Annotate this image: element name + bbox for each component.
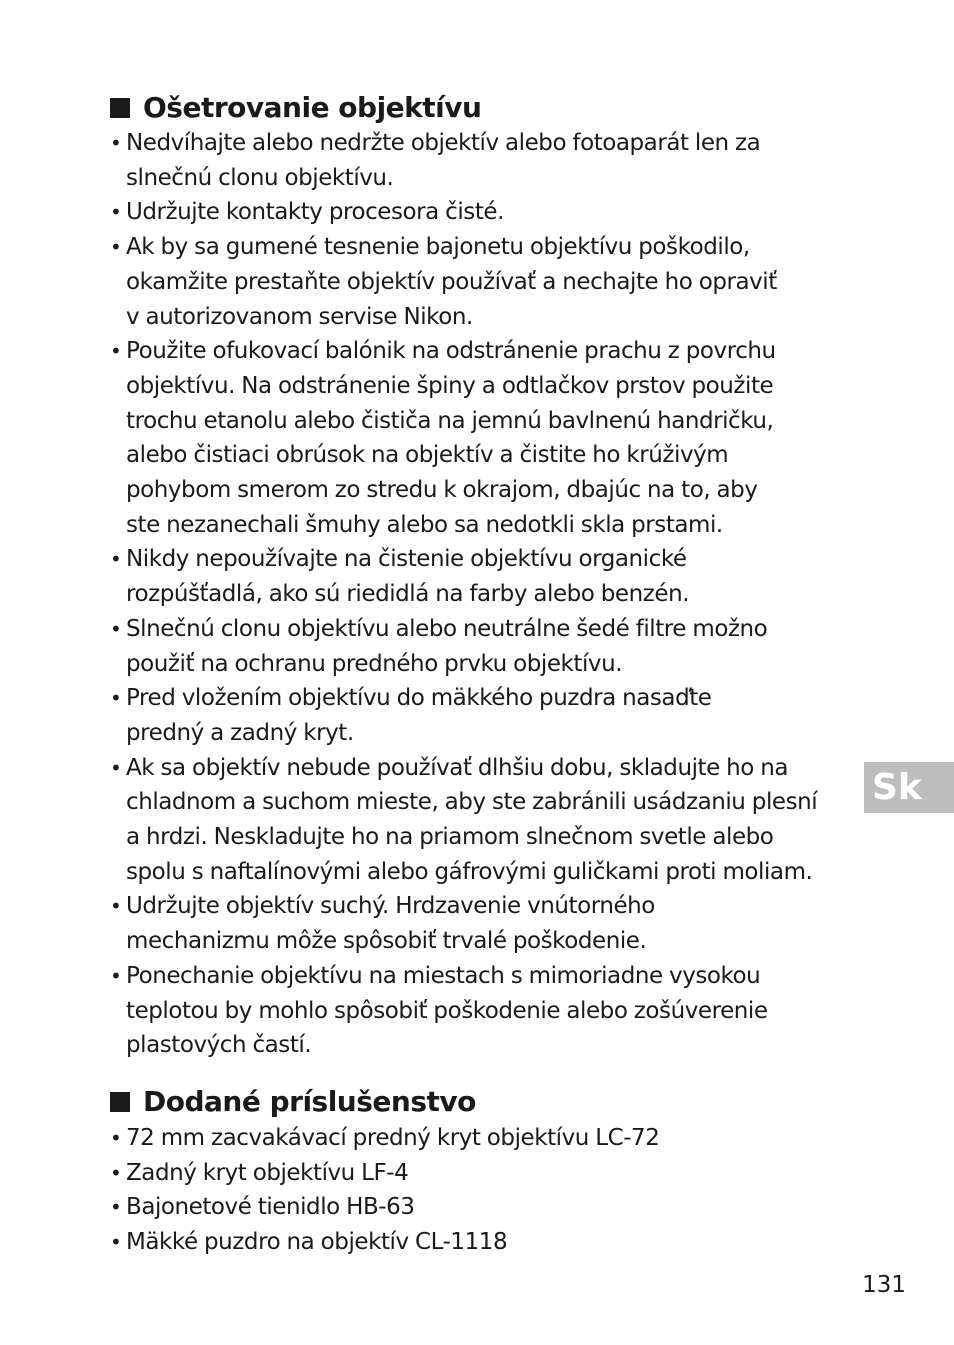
- list-item-line: Nikdy nepoužívajte na čistenie objektívu organické: [126, 546, 687, 573]
- list-item: [110, 334, 850, 542]
- list-item-line: predný a zadný kryt.: [126, 719, 354, 746]
- section-heading-lens-care: [110, 90, 850, 126]
- bullet-icon: •: [110, 1195, 122, 1220]
- list-item: [110, 612, 850, 681]
- bullet-icon: •: [110, 1230, 122, 1255]
- list-item-line: Ponechanie objektívu na miestach s mimoriadne vysokou: [126, 962, 761, 989]
- list-item: [110, 959, 850, 1063]
- list-item-line: mechanizmu môže spôsobiť trvalé poškodenie.: [126, 928, 647, 955]
- list-item-line: ste nezanechali šmuhy alebo sa nedotkli skla prstami.: [126, 511, 723, 538]
- section-supplied-accessories: [110, 1084, 850, 1260]
- list-item-line: alebo čistiaci obrúsok na objektív a čistite ho krúživým: [126, 442, 729, 469]
- list-item-line: objektívu. Na odstránenie špiny a odtlačkov prstov použite: [126, 372, 774, 399]
- list-item-line: Slnečnú clonu objektívu alebo neutrálne šedé filtre možno: [126, 615, 768, 642]
- list-item: [110, 751, 850, 890]
- list-item: [110, 1190, 850, 1225]
- bullet-icon: •: [110, 755, 122, 780]
- list-item-line: pohybom smerom zo stredu k okrajom, dbajúc na to, aby: [126, 477, 758, 504]
- section-heading-accessories: [110, 1084, 850, 1120]
- language-tab: Sk: [864, 762, 954, 813]
- list-item-line: v autorizovanom servise Nikon.: [126, 303, 473, 330]
- bullet-icon: •: [110, 235, 122, 260]
- list-item: [110, 1156, 850, 1191]
- list-item-line: chladnom a suchom mieste, aby ste zabránili usádzaniu plesní: [126, 789, 818, 816]
- section-lens-care: [110, 90, 850, 1063]
- list-item-line: Ak by sa gumené tesnenie bajonetu objektívu poškodilo,: [126, 234, 750, 261]
- page-number: 131: [862, 1272, 906, 1298]
- list-item: [110, 1225, 850, 1260]
- bullet-icon: •: [110, 686, 122, 711]
- heading-square-icon: [110, 1092, 130, 1112]
- list-item-line: Zadný kryt objektívu LF-4: [126, 1159, 409, 1186]
- list-item-line: slnečnú clonu objektívu.: [126, 164, 394, 191]
- list-item: [110, 889, 850, 958]
- bullet-icon: •: [110, 200, 122, 225]
- list-item-line: Udržujte objektív suchý. Hrdzavenie vnútorného: [126, 893, 655, 920]
- list-item-line: Pred vložením objektívu do mäkkého puzdra nasaďte: [126, 685, 712, 712]
- bullet-icon: •: [110, 963, 122, 988]
- bullet-icon: •: [110, 616, 122, 641]
- heading-square-icon: [110, 98, 130, 118]
- list-item-line: Bajonetové tienidlo HB-63: [126, 1194, 415, 1221]
- list-item-line: trochu etanolu alebo čističa na jemnú bavlnenú handričku,: [126, 407, 774, 434]
- list-item-line: a hrdzi. Neskladujte ho na priamom slnečnom svetle alebo: [126, 824, 774, 851]
- bullet-icon: •: [110, 547, 122, 572]
- list-item: [110, 681, 850, 750]
- heading-text: Dodané príslušenstvo: [143, 1085, 476, 1118]
- list-item: [110, 1121, 850, 1156]
- list-item-line: Mäkké puzdro na objektív CL-1118: [126, 1229, 508, 1256]
- list-item-line: 72 mm zacvakávací predný kryt objektívu LC-72: [126, 1125, 660, 1151]
- bullet-list-accessories: [110, 1121, 850, 1260]
- bullet-list-lens-care: [110, 126, 850, 1063]
- bullet-icon: •: [110, 131, 122, 155]
- list-item-line: rozpúšťadlá, ako sú riedidlá na farby alebo benzén.: [126, 581, 690, 608]
- bullet-icon: •: [110, 1126, 122, 1150]
- list-item: [110, 195, 850, 230]
- bullet-icon: •: [110, 894, 122, 919]
- list-item: [110, 230, 850, 334]
- list-item-line: Ak sa objektív nebude používať dlhšiu dobu, skladujte ho na: [126, 754, 789, 781]
- list-item: [110, 542, 850, 611]
- list-item-line: použiť na ochranu predného prvku objektívu.: [126, 650, 623, 677]
- list-item: [110, 126, 850, 195]
- list-item-line: teplotou by mohlo spôsobiť poškodenie alebo zošúverenie: [126, 997, 768, 1024]
- list-item-line: plastových častí.: [126, 1032, 312, 1059]
- list-item-line: Udržujte kontakty procesora čisté.: [126, 199, 504, 226]
- bullet-icon: •: [110, 1160, 122, 1185]
- list-item-line: Použite ofukovací balónik na odstránenie prachu z povrchu: [126, 338, 776, 365]
- list-item-line: okamžite prestaňte objektív používať a nechajte ho opraviť: [126, 268, 777, 295]
- list-item-line: spolu s naftalínovými alebo gáfrovými guličkami proti moliam.: [126, 858, 813, 885]
- bullet-icon: •: [110, 339, 122, 364]
- list-item-line: Nedvíhajte alebo nedržte objektív alebo fotoaparát len za: [126, 130, 761, 156]
- heading-text: Ošetrovanie objektívu: [143, 91, 482, 124]
